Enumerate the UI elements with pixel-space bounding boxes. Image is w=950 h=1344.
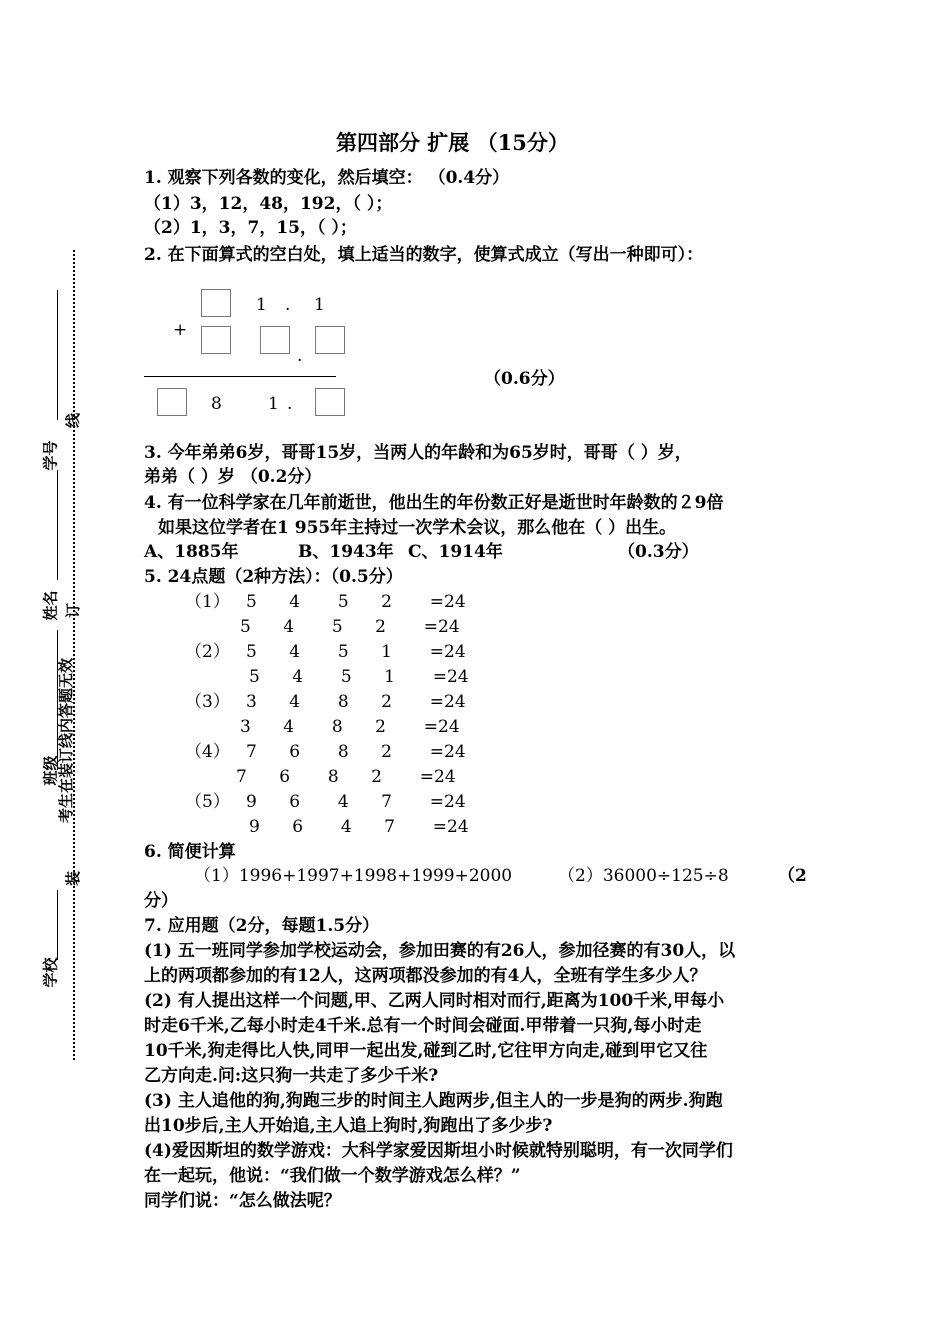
- q7-line: (2) 有人提出这样一个问题,甲、乙两人同时相对而行,距离为100千米,甲每小: [144, 991, 725, 1011]
- digit: 8: [211, 394, 222, 414]
- q7-line: 10千米,狗走得比人快,同甲一起出发,碰到乙时,它往甲方向走,碰到甲它又往: [144, 1041, 708, 1061]
- q5-row: 7 6 8 2 =24: [236, 767, 456, 787]
- binding-char-zhuang: 装: [64, 870, 83, 887]
- digit: 1: [268, 394, 279, 414]
- q6-score-b: 分）: [144, 891, 178, 911]
- q5-row: （5） 9 6 4 7 =24: [185, 792, 466, 812]
- q7-line: 时走6千米,乙每小时走4千米.总有一个时间会碰面.甲带着一只狗,每小时走: [144, 1016, 702, 1036]
- q1-line1: （1）3，12，48，192，（ ）；: [144, 194, 393, 214]
- decimal-point: .: [287, 394, 293, 414]
- q5-row: 5 4 5 2 =24: [240, 617, 460, 637]
- q1-line2: （2）1，3，7，15，（ ）；: [144, 218, 357, 238]
- q1-stem: 1. 观察下列各数的变化，然后填空： （0.4分）: [144, 168, 510, 188]
- q6-score-a: （2: [778, 866, 807, 886]
- binding-dotted-line: [73, 250, 75, 1060]
- digit: 1: [256, 295, 267, 315]
- q5-row: （3） 3 4 8 2 =24: [185, 692, 466, 712]
- answer-box[interactable]: [315, 326, 345, 354]
- q2-score: （0.6分）: [484, 369, 565, 389]
- q5-stem: 5. 24点题（2种方法）：（0.5分）: [144, 567, 403, 587]
- q7-line: (4)爱因斯坦的数学游戏：大科学家爱因斯坦小时候就特别聪明，有一次同学们: [144, 1141, 733, 1161]
- answer-box[interactable]: [260, 326, 290, 354]
- digit: 1: [314, 295, 325, 315]
- q6-part1: （1）1996+1997+1998+1999+2000: [194, 866, 513, 886]
- q4-line1: 4. 有一位科学家在几年前逝世，他出生的年份数正好是逝世时年龄数的２9倍: [144, 493, 724, 513]
- q4-score: （0.3分）: [618, 542, 699, 562]
- q4-option-b: B、1943年: [298, 542, 394, 562]
- label-school: 学校: [41, 957, 60, 988]
- q5-row: （2） 5 4 5 1 =24: [185, 642, 466, 662]
- decimal-point: .: [297, 346, 303, 366]
- q5-row: 9 6 4 7 =24: [249, 817, 469, 837]
- q7-line: 上的两项都参加的有12人，这两项都没参加的有4人，全班有学生多少人？: [144, 966, 707, 986]
- label-number: 学号: [41, 440, 60, 471]
- answer-box[interactable]: [201, 326, 231, 354]
- binding-char-xian: 线: [64, 412, 83, 429]
- q7-line: 乙方向走.问:这只狗一共走了多少千米?: [144, 1066, 439, 1086]
- sum-line: [144, 376, 336, 377]
- q7-stem: 7. 应用题（2分，每题1.5分）: [144, 916, 380, 936]
- plus-sign: +: [173, 320, 188, 340]
- q4-option-a: A、1885年: [144, 542, 239, 562]
- answer-box[interactable]: [157, 388, 187, 416]
- q5-row: （4） 7 6 8 2 =24: [185, 742, 466, 762]
- binding-char-ding: 订: [64, 602, 83, 619]
- q7-line: 同学们说：“怎么做法呢？: [144, 1191, 341, 1211]
- q5-row: 5 4 5 1 =24: [249, 667, 469, 687]
- q5-row: 3 4 8 2 =24: [240, 717, 460, 737]
- answer-box[interactable]: [201, 289, 231, 317]
- q4-option-c: C、1914年: [408, 542, 503, 562]
- label-class: 班级: [41, 755, 60, 786]
- q4-line2: 如果这位学者在1 955年主持过一次学术会议，那么他在（ ）出生。: [158, 518, 677, 538]
- q7-line: (1) 五一班同学参加学校运动会，参加田赛的有26人，参加径赛的有30人，以: [144, 941, 736, 961]
- answer-box[interactable]: [315, 388, 345, 416]
- q7-line: 出10步后,主人开始追,主人追上狗时,狗跑出了多少步?: [144, 1116, 553, 1136]
- q7-line: 在一起玩，他说：“我们做一个数学游戏怎么样？”: [144, 1166, 521, 1186]
- q5-row: （1） 5 4 5 2 =24: [185, 592, 466, 612]
- underline-number: [57, 290, 58, 420]
- q3-line1: 3. 今年弟弟6岁，哥哥15岁，当两人的年龄和为65岁时，哥哥（ ）岁，: [144, 443, 692, 463]
- q2-stem: 2. 在下面算式的空白处，填上适当的数字，使算式成立（写出一种即可）：: [144, 245, 704, 265]
- underline-school: [57, 890, 58, 960]
- q7-line: (3) 主人追他的狗,狗跑三步的时间主人跑两步,但主人的一步是狗的两步.狗跑: [144, 1091, 723, 1111]
- underline-name: [57, 470, 58, 580]
- page-title: 第四部分 扩展 （15分）: [336, 130, 569, 155]
- label-name: 姓名: [41, 590, 60, 621]
- q3-line2: 弟弟（ ）岁 （0.2分）: [144, 467, 322, 487]
- q6-part2: （2）36000÷125÷8: [558, 866, 729, 886]
- binding-notice: 考生在装订线内答题无效: [57, 657, 76, 824]
- decimal-point: .: [285, 295, 291, 315]
- q6-stem: 6. 简便计算: [144, 842, 236, 862]
